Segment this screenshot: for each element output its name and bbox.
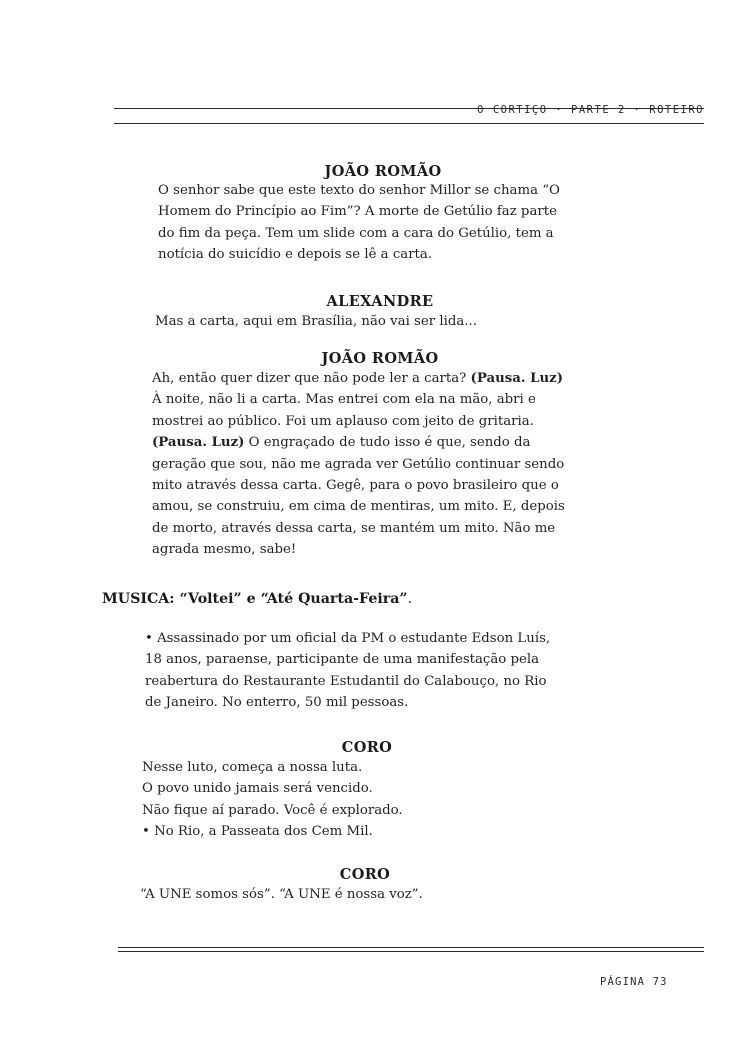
dialogue-line: Homem do Princípio ao Fim”? A morte de Getúlio faz parte — [158, 204, 557, 220]
dialogue-line: mito através dessa carta. Gegê, para o povo brasileiro que o — [152, 478, 559, 494]
dialogue-line: Mas a carta, aqui em Brasília, não vai ser lida... — [155, 314, 477, 329]
dialogue-line: agrada mesmo, sabe! — [152, 542, 297, 558]
note-line: • Assassinado por um oficial da PM o estudante Edson Luís, — [145, 631, 551, 646]
dialogue-line — [152, 432, 608, 453]
chorus-line: “A UNE somos sós”. “A UNE é nossa voz”. — [140, 887, 423, 902]
note-line: 18 anos, paraense, participante de uma manifestação pela — [145, 652, 540, 668]
dialogue-line: À noite, não li a carta. Mas entrei com ela na mão, abri e — [152, 392, 536, 408]
chorus-lines-2 — [140, 884, 600, 905]
dialogue-line: notícia do suicídio e depois se lê a carta. — [158, 247, 433, 263]
page-number: PÁGINA 73 — [600, 976, 668, 988]
note-line: de Janeiro. No enterro, 50 mil pessoas. — [145, 695, 409, 711]
music-end: . — [407, 591, 413, 607]
music-cue — [102, 591, 412, 607]
dialogue-line: do fim da peça. Tem um slide com a cara do Getúlio, tem a — [158, 225, 554, 241]
dialogue-text: Ah, então quer dizer que não pode ler a carta? — [152, 371, 471, 386]
historical-note — [145, 628, 608, 714]
chorus-lines-1 — [142, 757, 602, 843]
speaker-joao-romao-1: JOÃO ROMÃO — [324, 163, 442, 180]
dialogue-text: O engraçado de tudo isso é que, sendo da — [244, 435, 531, 451]
speaker-coro-1: CORO — [341, 739, 393, 756]
dialogue-line: O senhor sabe que este texto do senhor Millor se chama “O — [158, 183, 560, 198]
speaker-joao-romao-2: JOÃO ROMÃO — [321, 350, 439, 367]
dialogue-line: mostrei ao público. Foi um aplauso com jeito de gritaria. — [152, 413, 534, 429]
dialogue-alexandre — [155, 311, 605, 332]
dialogue-line: amou, se construiu, em cima de mentiras, um mito. E, depois — [152, 499, 565, 515]
music-titles: “Voltei” e “Até Quarta-Feira” — [179, 591, 408, 607]
music-label: MUSICA: — [102, 591, 180, 607]
header-rule-bottom — [114, 123, 704, 124]
chorus-line: O povo unido jamais será vencido. — [142, 781, 373, 797]
dialogue-line: de morto, através dessa carta, se mantém um mito. Não me — [152, 520, 556, 536]
stage-direction: (Pausa. Luz) — [470, 371, 563, 386]
chorus-line: Nesse luto, começa a nossa luta. — [142, 760, 363, 775]
stage-direction: (Pausa. Luz) — [152, 435, 245, 451]
dialogue-line — [152, 368, 608, 389]
note-line: reabertura do Restaurante Estudantil do Calabouço, no Rio — [145, 673, 547, 689]
dialogue-joao-romao-1 — [158, 180, 608, 266]
chorus-line: • No Rio, a Passeata dos Cem Mil. — [142, 824, 373, 840]
dialogue-line: geração que sou, não me agrada ver Getúlio continuar sendo — [152, 456, 565, 472]
footer-rule-top — [118, 947, 704, 948]
footer-rule-bottom — [118, 951, 704, 952]
dialogue-joao-romao-2 — [152, 368, 608, 561]
running-title: O CORTIÇO · PARTE 2 · ROTEIRO — [477, 104, 704, 116]
speaker-alexandre: ALEXANDRE — [326, 293, 434, 310]
chorus-line: Não fique aí parado. Você é explorado. — [142, 802, 403, 818]
speaker-coro-2: CORO — [339, 866, 391, 883]
